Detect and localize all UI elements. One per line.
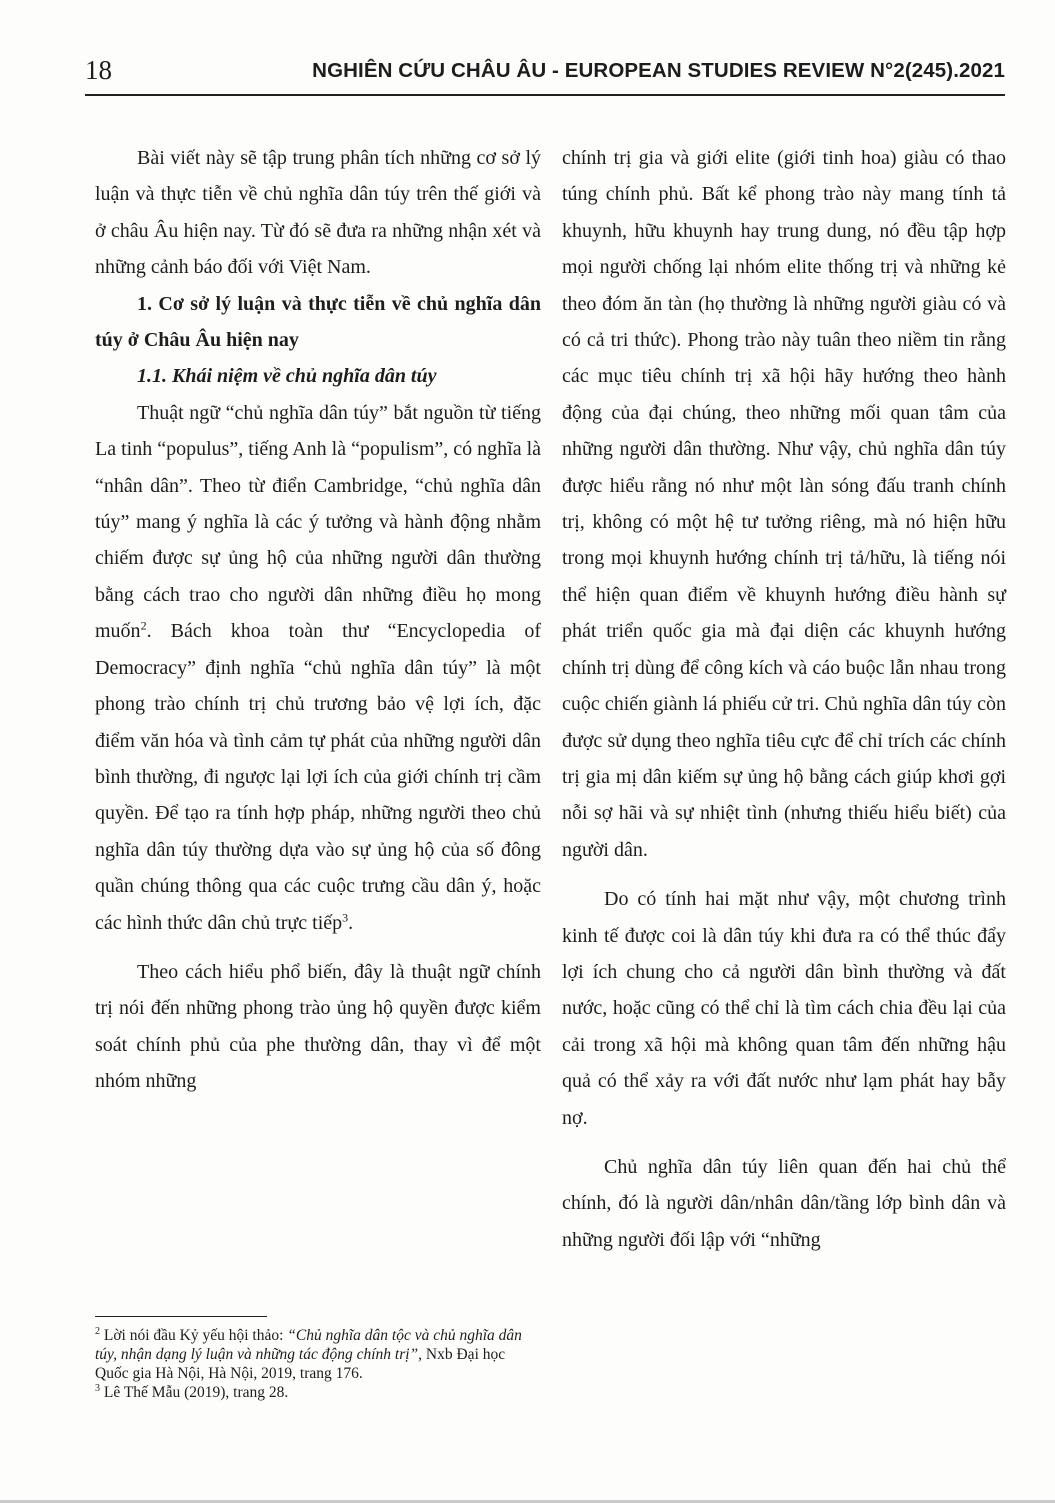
- footnote-ref-2[interactable]: 2: [140, 618, 147, 633]
- paragraph-common-understanding: Theo cách hiểu phổ biến, đây là thuật ngữ chính trị nói đến những phong trào ủng hộ quyền được kiểm soát chính phủ của phe thường dân, thay vì để một nhóm những: [95, 960, 541, 1093]
- footnote-2: [95, 1326, 535, 1383]
- page-header: [85, 55, 1005, 95]
- paragraph-dual-nature: Do có tính hai mặt như vậy, một chương trình kinh tế được coi là dân túy khi đưa ra có thể thúc đẩy lợi ích chung cho cả người dân bình thường và đất nước, hoặc cũng có thể chỉ là tìm cách chia đều lại của cải trong xã hội mà không quan tâm đến những hậu quả có thể xảy ra với đất nước như lạm phát hay bẫy nợ.: [562, 888, 1006, 1129]
- footnote-2-mark: 2: [95, 1325, 100, 1337]
- subsection-heading: 1.1. Khái niệm về chủ nghĩa dân túy: [137, 365, 437, 388]
- footnote-ref-3[interactable]: 3: [342, 909, 349, 924]
- paragraph-continued: chính trị gia và giới elite (giới tinh hoa) giàu có thao túng chính phủ. Bất kể phong trào này mang tính tả khuynh, hữu khuynh hay trung dung, nó đều tập hợp mọi người chống lại nhóm elite thống trị và những kẻ theo đóm ăn tàn (họ thường là những người giàu có và có cả tri thức). Phong trào này tuân theo niềm tin rằng các mục tiêu chính trị xã hội hãy hướng theo hành động của đại chúng, theo những mối quan tâm của những người dân thường. Như vậy, chủ nghĩa dân túy được hiểu rằng nó như một làn sóng đấu tranh chính trị, không có một hệ tư tưởng riêng, mà nó hiện hữu trong mọi khuynh hướng chính trị tả/hữu, là tiếng nói thể hiện quan điểm về khuynh hướng điều hành sự phát triển quốc gia mà đại diện các khuynh hướng chính trị dùng để công kích và cáo buộc lẫn nhau trong cuộc chiến giành lá phiếu cử tri. Chủ nghĩa dân túy còn được sử dụng theo nghĩa tiêu cực để chỉ trích các chính trị gia mị dân kiếm sự ủng hộ bằng cách giúp khơi gợi nỗi sợ hãi và sự nhiệt tình (nhưng thiếu hiểu biết) của người dân.: [562, 147, 1006, 861]
- footnote-rule: [95, 1316, 267, 1317]
- footnote-2-title: “Chủ nghĩa dân tộc và chủ nghĩa dân túy, nhận dạng lý luận và những tác động chính trị”: [95, 1327, 522, 1363]
- paragraph-two-subjects: Chủ nghĩa dân túy liên quan đến hai chủ thể chính, đó là người dân/nhân dân/tầng lớp bình dân và những người đối lập với “những: [562, 1155, 1006, 1251]
- paragraph-definition-end: .: [348, 911, 354, 934]
- left-column: [95, 140, 541, 1100]
- paragraph-intro: Bài viết này sẽ tập trung phân tích những cơ sở lý luận và thực tiễn về chủ nghĩa dân túy trên thế giới và ở châu Âu hiện nay. Từ đó sẽ đưa ra những nhận xét và những cảnh báo đối với Việt Nam.: [95, 147, 541, 279]
- footnote-2-lead: Lời nói đầu Kỷ yếu hội thảo:: [103, 1327, 288, 1344]
- paragraph-definition: [95, 395, 541, 941]
- paragraph-definition-text: Thuật ngữ “chủ nghĩa dân túy” bắt nguồn từ tiếng La tinh “populus”, tiếng Anh là “populism”, có nghĩa là “nhân dân”. Theo từ điển Cambridge, “chủ nghĩa dân túy” mang ý nghĩa là các ý tưởng và hành động nhằm chiếm được sự ủng hộ của những người dân thường bằng cách trao cho người dân những điều họ mong muốn: [95, 401, 542, 643]
- footnote-3-text: Lê Thế Mẫu (2019), trang 28.: [103, 1384, 289, 1401]
- footnote-2-tail: , Nxb Đại học Quốc gia Hà Nội, Hà Nội, 2019, trang 176.: [95, 1346, 506, 1382]
- page-number: 18: [85, 55, 112, 85]
- section-heading: 1. Cơ sở lý luận và thực tiễn về chủ nghĩa dân túy ở Châu Âu hiện nay: [95, 292, 541, 352]
- footnote-3-mark: 3: [95, 1382, 100, 1394]
- journal-title: NGHIÊN CỨU CHÂU ÂU - EUROPEAN STUDIES REVIEW N°2(245).2021: [312, 59, 1005, 82]
- footnote-3: [95, 1383, 535, 1402]
- paragraph-definition-text-2: . Bách khoa toàn thư “Encyclopedia of Democracy” định nghĩa “chủ nghĩa dân túy” là một phong trào chính trị chủ trương bảo vệ lợi ích, đặc điểm văn hóa và tình cảm tự phát của những người dân bình thường, đi ngược lại lợi ích của giới chính trị cầm quyền. Để tạo ra tính hợp pháp, những người theo chủ nghĩa dân túy thường dựa vào sự ủng hộ của số đông quần chúng thông qua các cuộc trưng cầu dân ý, hoặc các hình thức dân chủ trực tiếp: [95, 620, 541, 934]
- header-rule: [85, 94, 1005, 96]
- right-column: [562, 140, 1006, 1258]
- footnotes: [95, 1326, 535, 1402]
